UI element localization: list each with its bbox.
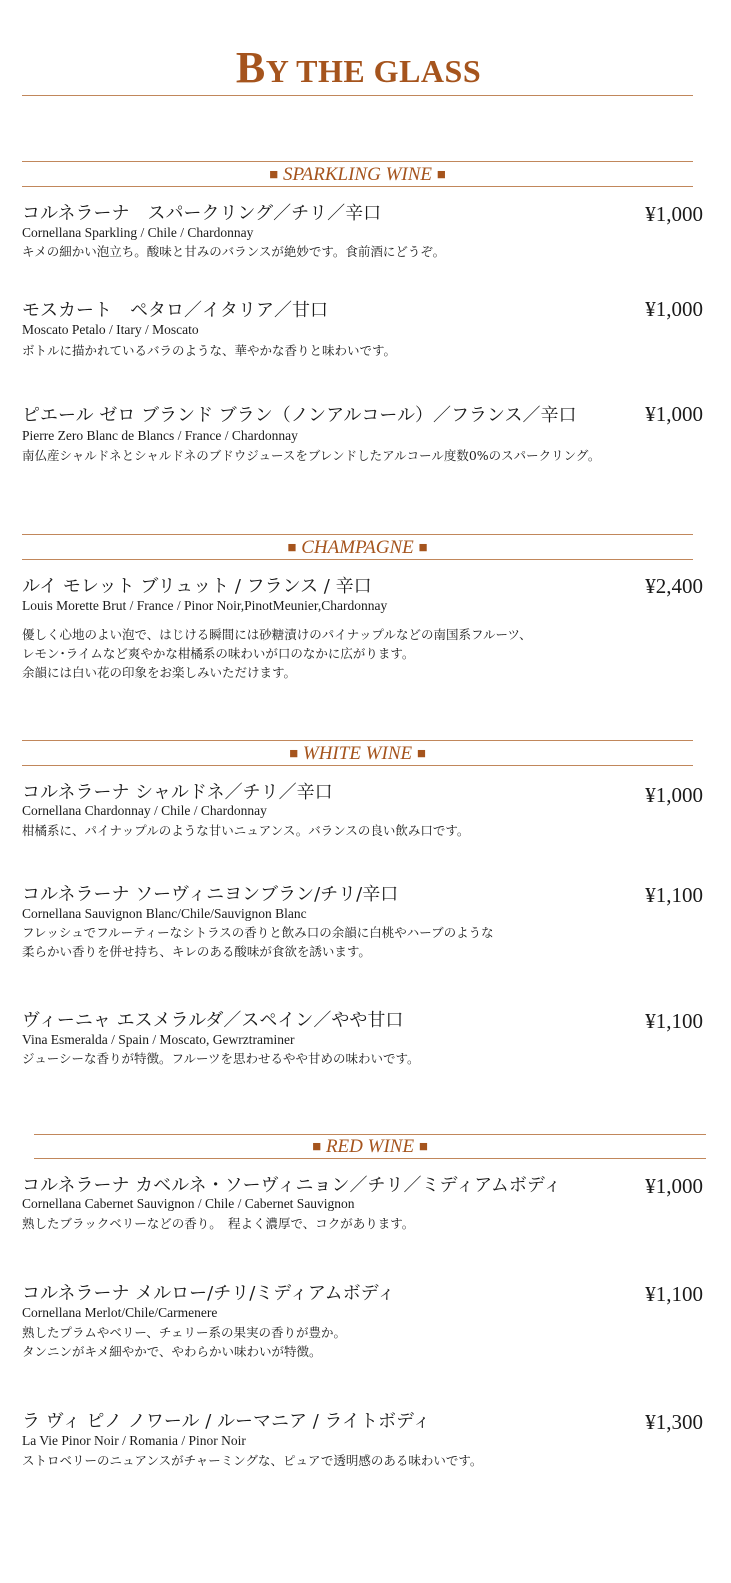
wine-name: ラ ヴィ ピノ ノワール / ルーマニア / ライトボディ: [22, 1411, 431, 1432]
wine-subtitle: Moscato Petalo / Itary / Moscato: [22, 322, 199, 337]
wine-name: コルネラーナ メルロー/チリ/ミディアムボディ: [22, 1283, 396, 1304]
wine-subtitle: Cornellana Sparkling / Chile / Chardonnay: [22, 225, 254, 240]
section-rule-bottom: [22, 186, 693, 187]
wine-description: ストロベリーのニュアンスがチャーミングな、ピュアで透明感のある味わいです。: [22, 1453, 483, 1468]
wine-subtitle: Cornellana Chardonnay / Chile / Chardonnay: [22, 803, 267, 818]
wine-name: コルネラーナ ソーヴィニヨンブラン/チリ/辛口: [22, 884, 399, 905]
square-icon: ■: [418, 540, 428, 556]
wine-subtitle: Cornellana Cabernet Sauvignon / Chile / Cabernet Sauvignon: [22, 1196, 355, 1211]
wine-name: コルネラーナ シャルドネ／チリ／辛口: [22, 782, 333, 803]
wine-subtitle: La Vie Pinor Noir / Romania / Pinor Noir: [22, 1433, 246, 1448]
section-title-sparkling: [22, 164, 693, 186]
wine-price: ¥1,300: [645, 1410, 703, 1434]
section-title-white: [22, 743, 693, 765]
wine-subtitle: Louis Morette Brut / France / Pinor Noir,PinotMeunier,Chardonnay: [22, 598, 388, 613]
square-icon: ■: [289, 746, 299, 762]
section-title-champagne: [22, 537, 693, 559]
section-rule-top: [22, 534, 693, 535]
wine-price: ¥1,100: [645, 883, 703, 907]
wine-description: 熟したプラムやベリー、チェリー系の果実の香りが豊か。: [22, 1325, 347, 1340]
square-icon: ■: [436, 167, 446, 183]
square-icon: ■: [312, 1139, 322, 1155]
wine-price: ¥1,000: [645, 783, 703, 807]
section-rule-bottom: [22, 765, 693, 766]
wine-description: ボトルに描かれているバラのような、華やかな香りと味わいです。: [22, 343, 397, 358]
section-title-text: RED WINE: [325, 1136, 415, 1157]
wine-description: 優しく心地のよい泡で、はじける瞬間には砂糖漬けのパイナップルなどの南国系フルーツ、: [22, 627, 532, 642]
square-icon: ■: [287, 540, 297, 556]
wine-price: ¥1,100: [645, 1282, 703, 1306]
title-initial: B: [235, 43, 266, 92]
wine-subtitle: Cornellana Sauvignon Blanc/Chile/Sauvignon Blanc: [22, 906, 307, 921]
wine-price: ¥1,100: [645, 1009, 703, 1033]
wine-description: レモン･ライムなど爽やかな柑橘系の味わいが口のなかに広がります。: [22, 646, 415, 661]
section-rule-top: [22, 161, 693, 162]
wine-subtitle: Vina Esmeralda / Spain / Moscato, Gewrztraminer: [22, 1032, 295, 1047]
title-rest: Y THE GLASS: [265, 53, 482, 89]
wine-description: 余韻には白い花の印象をお楽しみいただけます。: [22, 665, 297, 680]
wine-description: 柔らかい香りを併せ持ち、キレのある酸味が食欲を誘います。: [22, 944, 371, 959]
wine-description: キメの細かい泡立ち。酸味と甘みのバランスが絶妙です。食前酒にどうぞ。: [22, 244, 446, 259]
wine-description: 南仏産シャルドネとシャルドネのブドウジュースをブレンドしたアルコール度数0%のスパークリング。: [22, 448, 601, 463]
wine-name: コルネラーナ スパークリング／チリ／辛口: [22, 203, 382, 224]
section-rule-bottom: [34, 1158, 706, 1159]
wine-price: ¥1,000: [645, 1174, 703, 1198]
section-title-red: [34, 1136, 706, 1158]
section-rule-top: [34, 1134, 706, 1135]
wine-price: ¥2,400: [645, 574, 703, 598]
square-icon: ■: [418, 1139, 428, 1155]
wine-name: ピエール ゼロ ブランド ブラン（ノンアルコール）／フランス／辛口: [22, 405, 577, 426]
section-title-text: CHAMPAGNE: [301, 537, 414, 558]
wine-subtitle: Pierre Zero Blanc de Blancs / France / Chardonnay: [22, 428, 298, 443]
square-icon: ■: [416, 746, 426, 762]
page-title: [0, 42, 717, 93]
wine-price: ¥1,000: [645, 202, 703, 226]
wine-price: ¥1,000: [645, 402, 703, 426]
square-icon: ■: [269, 167, 279, 183]
wine-description: ジューシーな香りが特徴。フルーツを思わせるやや甘めの味わいです。: [22, 1051, 420, 1066]
section-title-text: WHITE WINE: [302, 743, 413, 764]
wine-subtitle: Cornellana Merlot/Chile/Carmenere: [22, 1305, 218, 1320]
wine-name: コルネラーナ カベルネ・ソーヴィニョン／チリ／ミディアムボディ: [22, 1175, 562, 1196]
title-divider: [22, 95, 693, 96]
section-rule-bottom: [22, 559, 693, 560]
wine-description: 熟したブラックベリーなどの香り。 程よく濃厚で、コクがあります。: [22, 1216, 415, 1231]
wine-description: フレッシュでフルーティーなシトラスの香りと飲み口の余韻に白桃やハーブのような: [22, 925, 494, 940]
wine-name: モスカート ペタロ／イタリア／甘口: [22, 300, 328, 321]
section-title-text: SPARKLING WINE: [282, 164, 432, 185]
wine-description: 柑橘系に、パイナップルのような甘いニュアンス。バランスの良い飲み口です。: [22, 823, 470, 838]
wine-name: ヴィーニャ エスメラルダ／スペイン／やや甘口: [22, 1010, 404, 1031]
section-rule-top: [22, 740, 693, 741]
wine-name: ルイ モレット ブリュット / フランス / 辛口: [22, 576, 372, 597]
wine-price: ¥1,000: [645, 297, 703, 321]
wine-description: タンニンがキメ細やかで、やわらかい味わいが特徴。: [22, 1344, 322, 1359]
